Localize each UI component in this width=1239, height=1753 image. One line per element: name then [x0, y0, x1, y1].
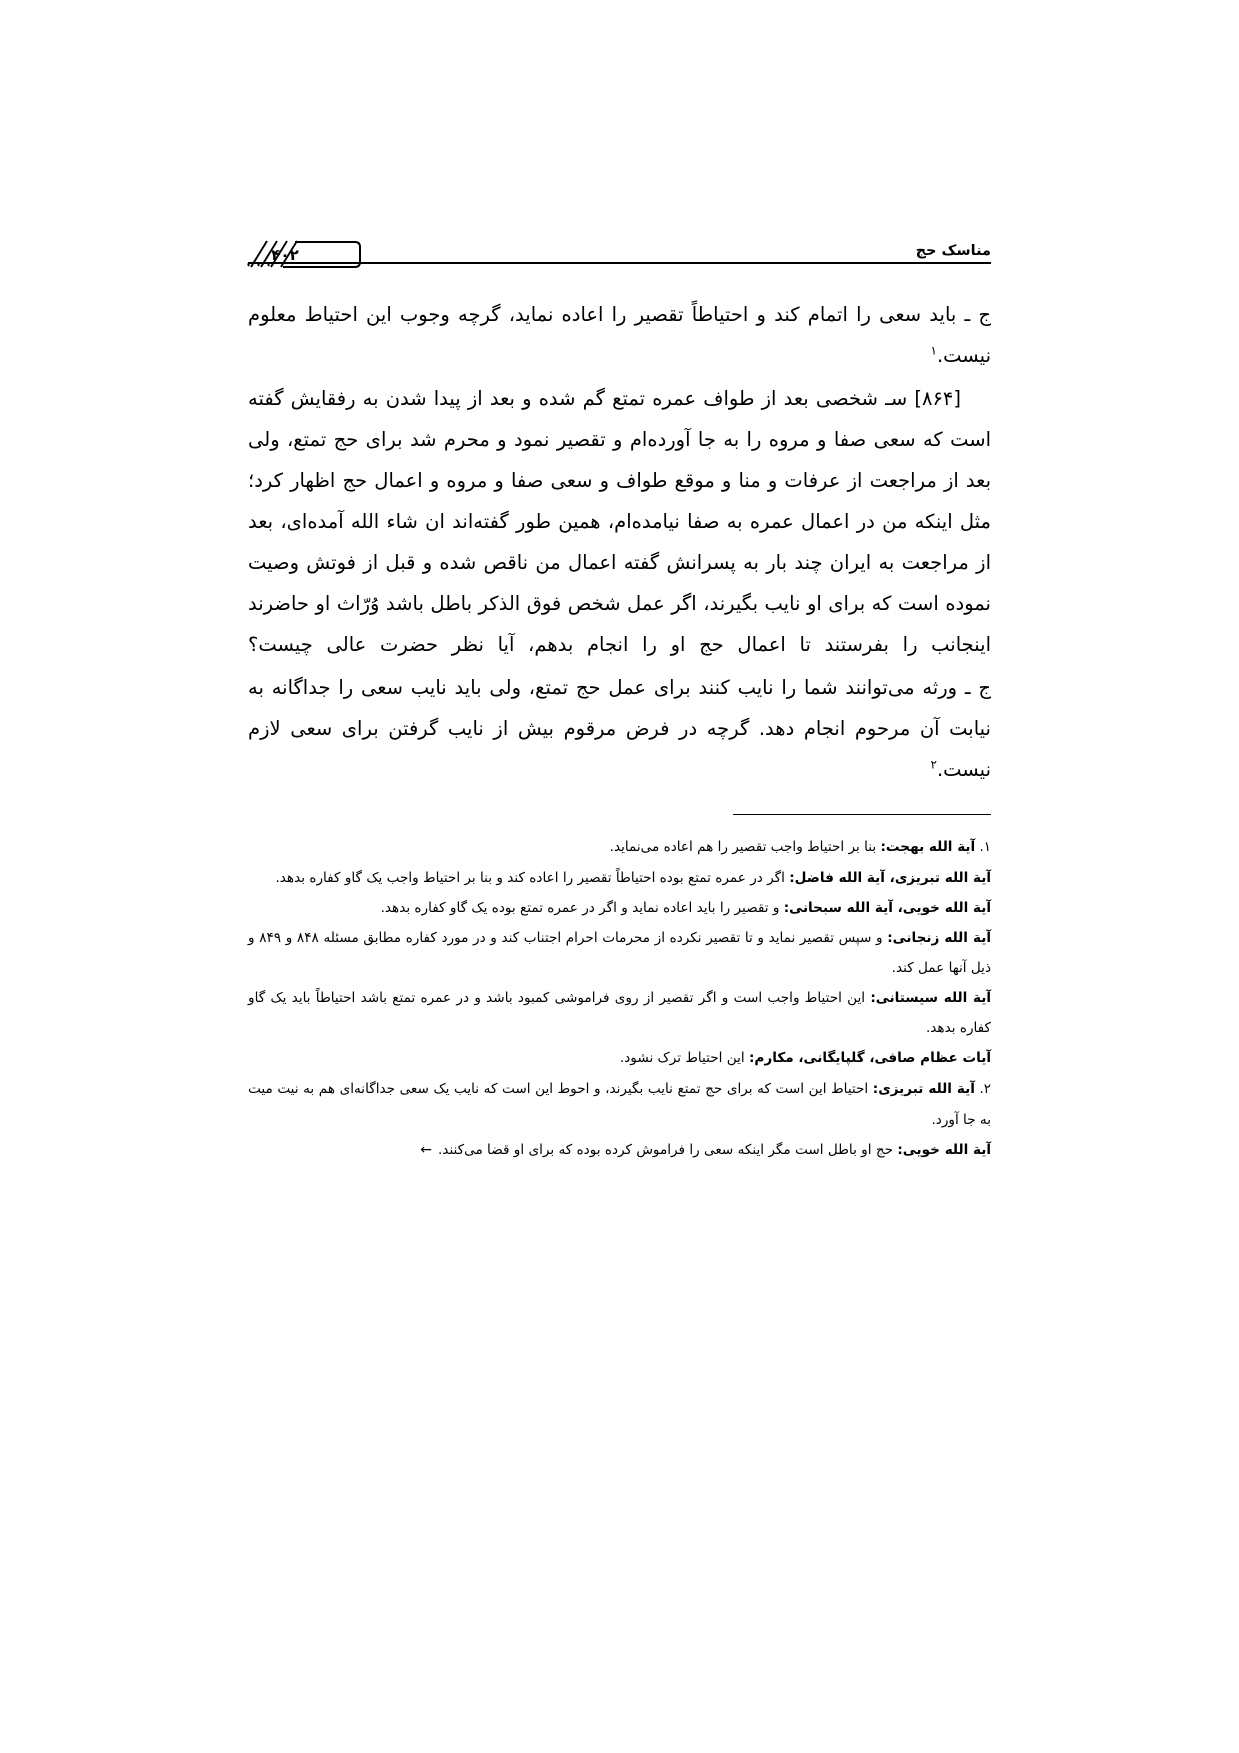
body-text [248, 294, 991, 790]
answer-864-text: ج ـ ورثه می‌توانند شما را نایب کنند برای عمل حج تمتع، ولی باید نایب سعی را جداگانه به نیابت آن مرحوم انجام دهد. گرچه در فرض مرقوم بیش از نایب گرفتن برای سعی لازم نیست. [248, 676, 991, 781]
answer-prev-text: ج ـ باید سعی را اتمام کند و احتیاطاً تقصیر را اعاده نماید، گرچه وجوب این احتیاط معلوم نیست. [248, 303, 991, 367]
footnote-text: این احتیاط واجب است و اگر تقصیر از روی فراموشی کمبود باشد و در عمره تمتع باشد احتیاطاً باید یک گاو کفاره بدهد. [248, 990, 991, 1036]
footnote-text: این احتیاط ترک نشود. [619, 1050, 749, 1066]
paragraph-question-864 [248, 378, 991, 665]
footnote-line [248, 1043, 991, 1073]
footnote-group-2 [248, 1074, 991, 1165]
running-header [248, 232, 991, 272]
page-content [248, 232, 991, 1166]
footnote-marker-1: ۱. [979, 840, 991, 855]
footnote-marker-2: ۲. [979, 1082, 991, 1097]
footnote-line [248, 923, 991, 983]
footnote-group-1 [248, 832, 991, 1073]
footnote-authority: آیات عظام صافی، گلپایگانی، مکارم: [748, 1050, 991, 1066]
footnote-authority: آیة الله تبریزی: [872, 1081, 975, 1097]
footnote-text: و سپس تقصیر نماید و تا تقصیر نکرده از محرمات احرام اجتناب کند و در مورد کفاره مطابق مسئله ۸۴۸ و ۸۴۹ و ذیل آنها عمل کند. [248, 930, 991, 976]
footnote-line [248, 863, 991, 893]
footnote-text: و تقصیر را باید اعاده نماید و اگر در عمره تمتع بوده یک گاو کفاره بدهد. [380, 900, 784, 916]
footnote-line [248, 832, 991, 863]
running-header-title: مناسک حج [915, 242, 991, 259]
footnote-text: اگر در عمره تمتع بوده احتیاطاً تقصیر را اعاده کند و بنا بر احتیاط واجب یک گاو کفاره بدهد. [275, 870, 790, 886]
footnote-ref-2: ۲ [930, 757, 937, 772]
footnote-line [248, 983, 991, 1043]
question-number-label: [۸۶۴] س [890, 387, 962, 410]
folio-badge [243, 239, 361, 270]
question-864-text: ـ شخصی بعد از طواف عمره تمتع گم شده و بعد از پیدا شدن به رفقایش گفته است که سعی صفا و مروه را به جا آورده‌ام و تقصیر نمود و محرم شد برای حج تمتع، ولی بعد از مراجعت از عرفات و منا و موقع طواف و سعی صفا و مروه و اعمال حج اظهار کرد؛ مثل اینکه من در اعمال عمره به صفا نیامده‌ام، همین طور گفته‌اند ان شاء الله آمده‌ای، بعد از مراجعت به ایران چند بار به پسرانش گفته اعمال من ناقص شده و قبل از فوتش وصیت نموده است که برای او نایب بگیرند، اگر عمل شخص فوق الذکر باطل باشد وُرّاث او حاضرند اینجانب را بفرستند تا اعمال حج او را انجام بدهم، آیا نظر حضرت عالی چیست؟ [248, 387, 991, 656]
folio-number: ۴۰۲ [271, 245, 299, 264]
footnote-line [248, 1135, 991, 1165]
footnote-text: حج او باطل است مگر اینکه سعی را فراموش کرده بوده که برای او قضا می‌کنند. [437, 1142, 898, 1158]
footnote-authority: آیة الله خویی: [897, 1142, 991, 1158]
footnote-line [248, 1074, 991, 1135]
footnote-text: احتیاط این است که برای حج تمتع نایب بگیرند، و احوط این است که نایب یک سعی جداگانه‌ای هم به نیت میت به جا آورد. [248, 1081, 991, 1128]
footnote-authority: آیة الله بهجت: [880, 839, 976, 855]
footnote-text: بنا بر احتیاط واجب تقصیر را هم اعاده می‌نماید. [609, 839, 881, 855]
continuation-arrow-icon: ← [420, 1142, 432, 1158]
paragraph-answer-864 [248, 667, 991, 790]
footnote-authority: آیة الله سیستانی: [870, 990, 991, 1006]
footnote-authority: آیة الله خویی، آیة الله سبحانی: [783, 900, 991, 916]
footnote-authority: آیة الله زنجانی: [887, 930, 991, 946]
footnote-line [248, 893, 991, 923]
paragraph-answer-prev [248, 294, 991, 376]
footnote-separator [733, 814, 991, 815]
footnote-area [248, 832, 991, 1165]
footnote-authority: آیة الله تبریزی، آیة الله فاضل: [789, 870, 991, 886]
footnote-ref-1: ۱ [930, 343, 937, 358]
